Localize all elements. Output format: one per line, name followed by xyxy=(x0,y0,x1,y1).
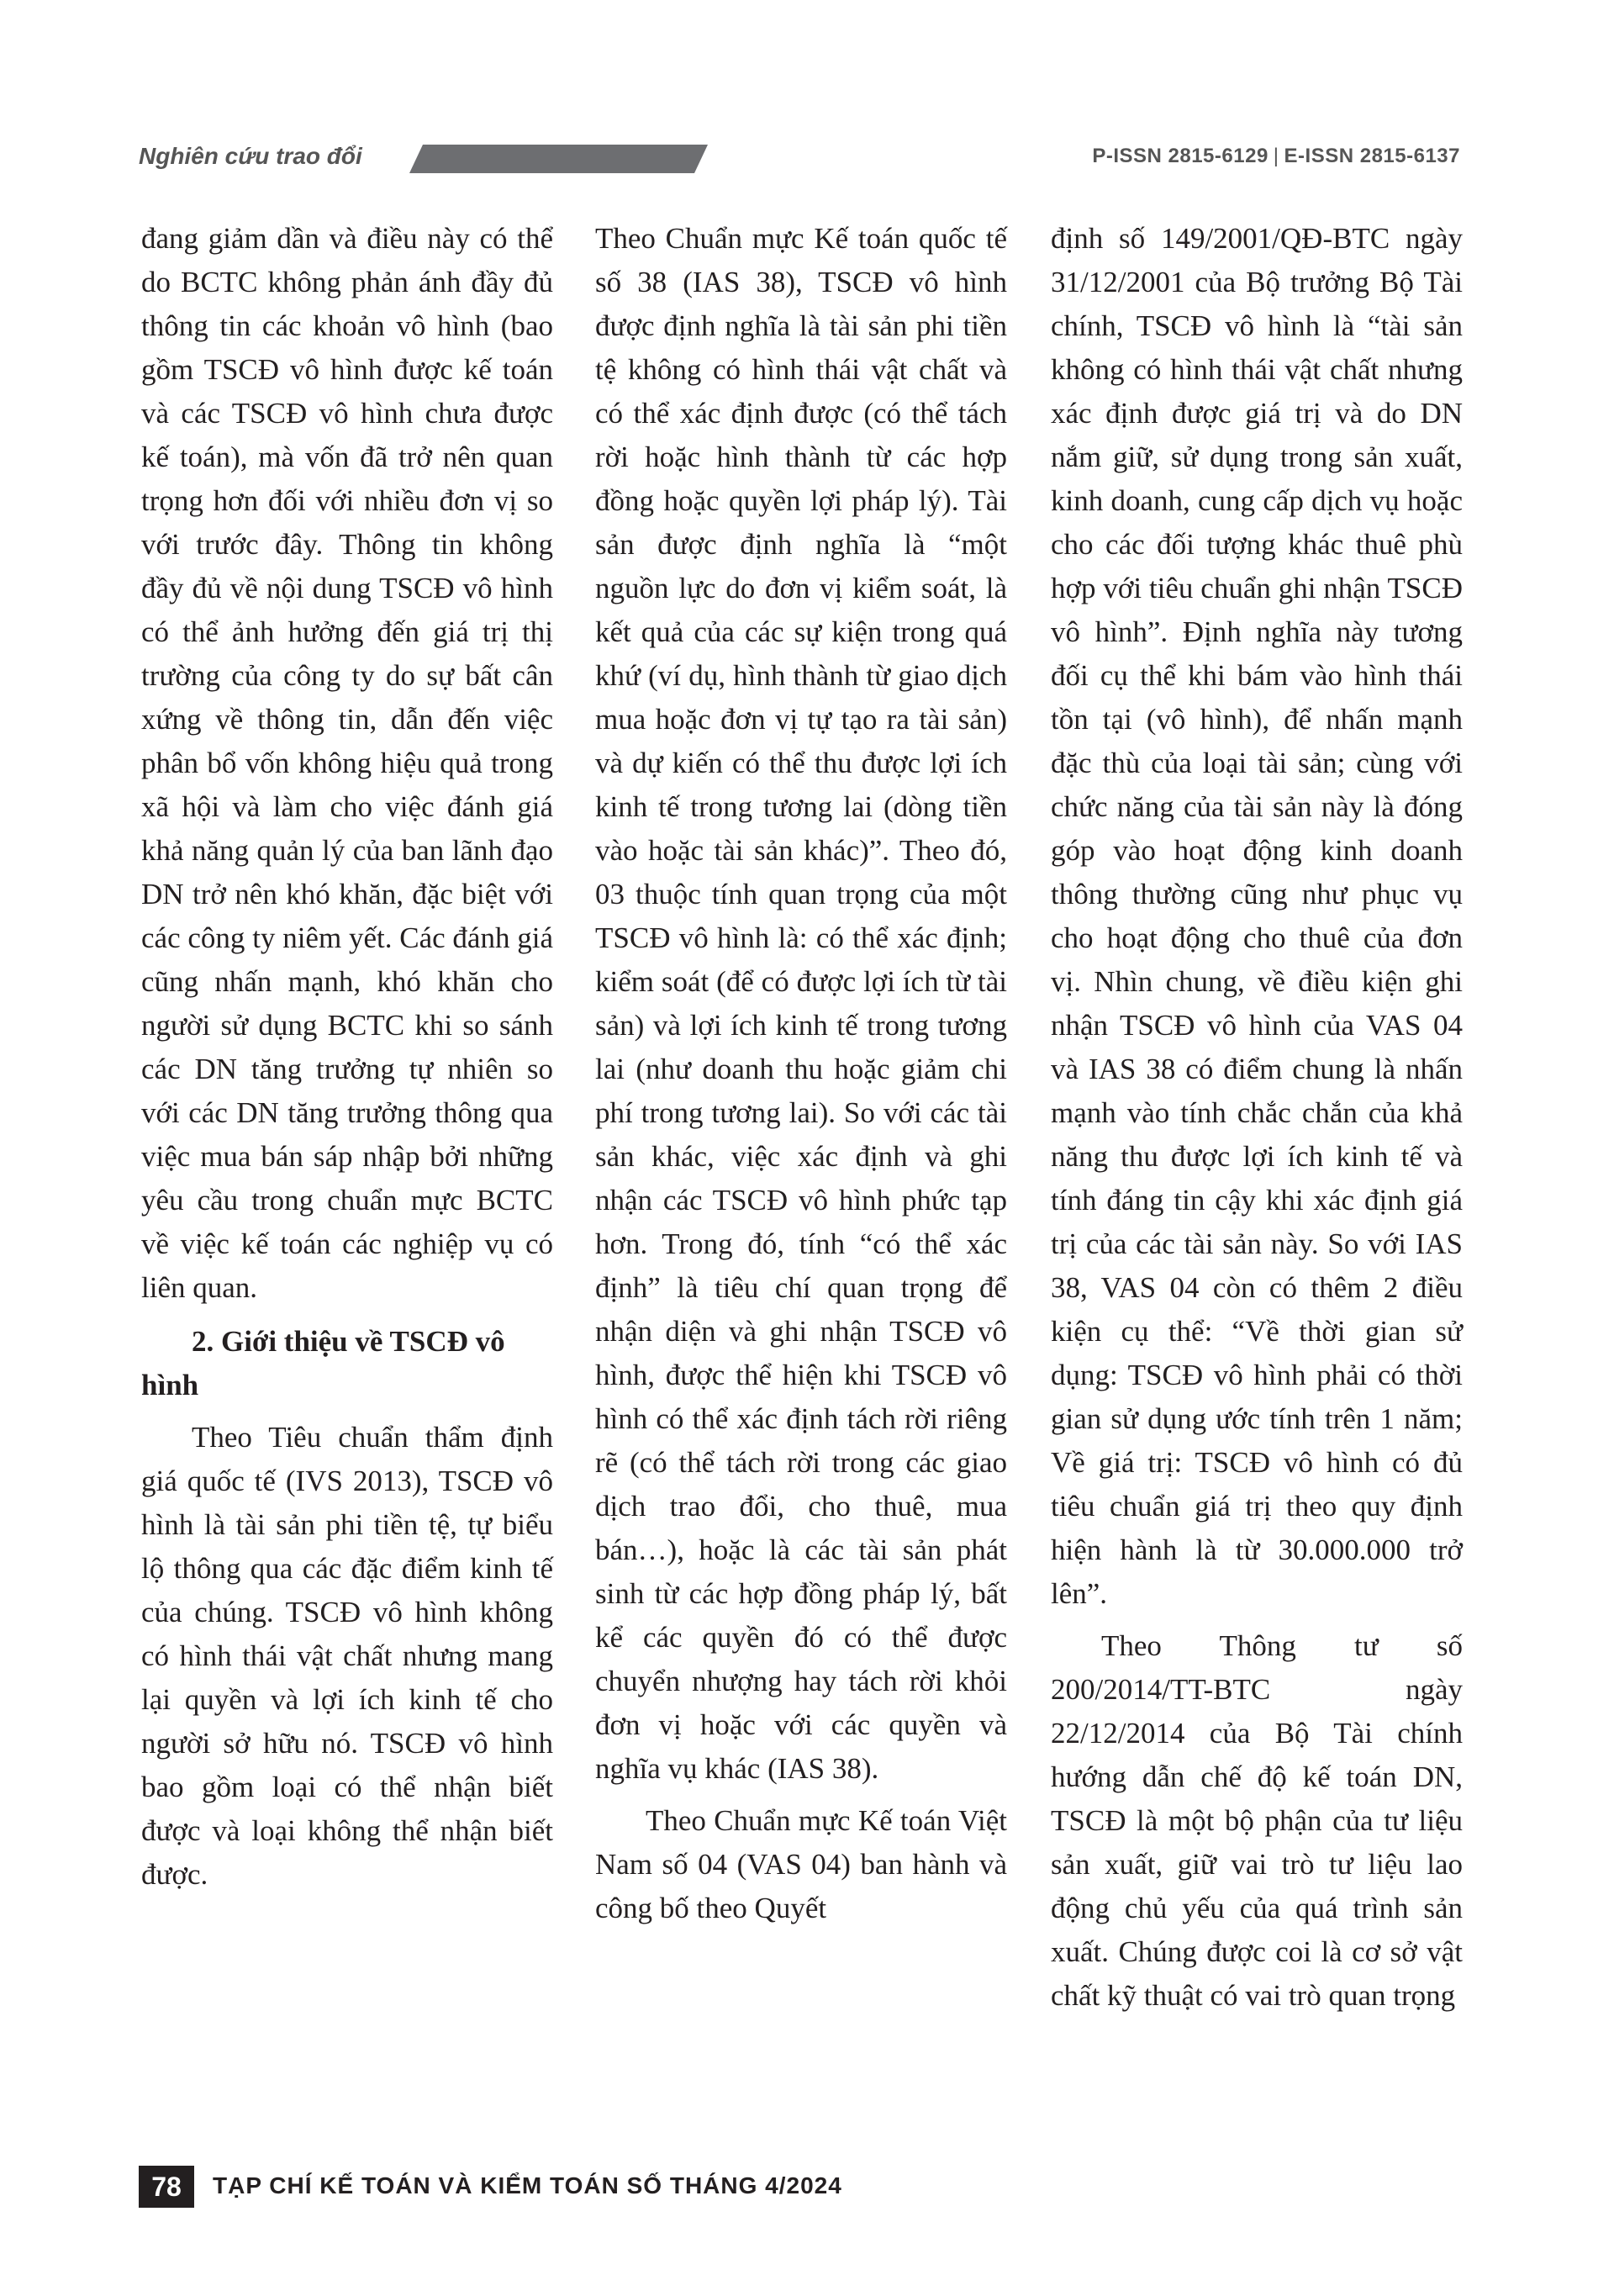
section-heading: 2. Giới thiệu về TSCĐ vô hình xyxy=(141,1325,505,1401)
paragraph: định số 149/2001/QĐ-BTC ngày 31/12/2001 của Bộ trưởng Bộ Tài chính, TSCĐ vô hình là “tài sản không có hình thái vật chất nhưng xác định được giá trị và do DN nắm giữ, sử dụng trong sản xuất, kinh doanh, cung cấp dịch vụ hoặc cho các đối tượng khác thuê phù hợp với tiêu chuẩn ghi nhận TSCĐ vô hình”. Định nghĩa này tương đối cụ thể khi bám vào hình thái tồn tại (vô hình), để nhấn mạnh đặc thù của loại tài sản; cùng với chức năng của tài sản này là đóng góp vào hoạt động kinh doanh thông thường cũng như phục vụ cho hoạt động cho thuê của đơn vị. Nhìn chung, về điều kiện ghi nhận TSCĐ vô hình của VAS 04 và IAS 38 có điểm chung là nhấn mạnh vào tính chắc chắn của khả năng thu được lợi ích kinh tế và tính đáng tin cậy khi xác định giá trị của các tài sản này. So với IAS 38, VAS 04 còn có thêm 2 điều kiện cụ thể: “Về thời gian sử dụng: TSCĐ vô hình phải có thời gian sử dụng ước tính trên 1 năm; Về giá trị: TSCĐ vô hình có đủ tiêu chuẩn giá trị theo quy định hiện hành là từ 30.000.000 trở lên”. xyxy=(1051,222,1463,1610)
paragraph: Theo Tiêu chuẩn thẩm định giá quốc tế (IVS 2013), TSCĐ vô hình là tài sản phi tiền tệ, tự biểu lộ thông qua các đặc điểm kinh tế của chúng. TSCĐ vô hình không có hình thái vật chất nhưng mang lại quyền và lợi ích kinh tế cho người sở hữu nó. TSCĐ vô hình bao gồm loại có thể nhận biết được và loại không thể nhận biết được. xyxy=(141,1421,553,1891)
page-header xyxy=(139,140,1460,178)
column-3 xyxy=(1051,217,1463,2018)
issn-separator: | xyxy=(1273,145,1279,167)
section-title: Nghiên cứu trao đổi xyxy=(139,143,362,169)
paragraph: Theo Chuẩn mực Kế toán quốc tế số 38 (IAS 38), TSCĐ vô hình được định nghĩa là tài sản phi tiền tệ không có hình thái vật chất và có thể xác định được (có thể tách rời hoặc hình thành từ các hợp đồng hoặc quyền lợi pháp lý). Tài sản được định nghĩa là “một nguồn lực do đơn vị kiểm soát, là kết quả của các sự kiện trong quá khứ (ví dụ, hình thành từ giao dịch mua hoặc đơn vị tự tạo ra tài sản) và dự kiến có thể thu được lợi ích kinh tế trong tương lai (dòng tiền vào hoặc tài sản khác)”. Theo đó, 03 thuộc tính quan trọng của một TSCĐ vô hình là: có thể xác định; kiểm soát (để có được lợi ích từ tài sản) và lợi ích kinh tế trong tương lai (như doanh thu hoặc giảm chi phí trong tương lai). So với các tài sản khác, việc xác định và ghi nhận các TSCĐ vô hình phức tạp hơn. Trong đó, tính “có thể xác định” là tiêu chí quan trọng để nhận diện và ghi nhận TSCĐ vô hình, được thể hiện khi TSCĐ vô hình có thể xác định tách rời riêng rẽ (có thể tách rời trong các giao dịch trao đổi, cho thuê, mua bán…), hoặc là các tài sản phát sinh từ các hợp đồng pháp lý, bất kể các quyền đó có thể được chuyển nhượng hay tách rời khỏi đơn vị hoặc với các quyền và nghĩa vụ khác (IAS 38). xyxy=(595,222,1007,1785)
paragraph: đang giảm dần và điều này có thể do BCTC không phản ánh đầy đủ thông tin các khoản vô hình (bao gồm TSCĐ vô hình được kế toán và các TSCĐ vô hình chưa được kế toán), mà vốn đã trở nên quan trọng hơn đối với nhiều đơn vị so với trước đây. Thông tin không đầy đủ về nội dung TSCĐ vô hình có thể ảnh hưởng đến giá trị thị trường của công ty do sự bất cân xứng về thông tin, dẫn đến việc phân bổ vốn không hiệu quả trong xã hội và làm cho việc đánh giá khả năng quản lý của ban lãnh đạo DN trở nên khó khăn, đặc biệt với các công ty niêm yết. Các đánh giá cũng nhấn mạnh, khó khăn cho người sử dụng BCTC khi so sánh các DN tăng trưởng tự nhiên so với các DN tăng trưởng thông qua việc mua bán sáp nhập bởi những yêu cầu trong chuẩn mực BCTC về việc kế toán các nghiệp vụ có liên quan. xyxy=(141,222,553,1304)
page-number: 78 xyxy=(139,2166,194,2208)
issn-electronic: E-ISSN 2815-6137 xyxy=(1284,145,1460,167)
paragraph: Theo Thông tư số 200/2014/TT-BTC ngày 22/12/2014 của Bộ Tài chính hướng dẫn chế độ kế toán DN, TSCĐ là một bộ phận của tư liệu sản xuất, giữ vai trò tư liệu lao động chủ yếu của quá trình sản xuất. Chúng được coi là cơ sở vật chất kỹ thuật có vai trò quan trọng xyxy=(1051,1629,1463,2012)
column-2 xyxy=(595,217,1007,1930)
journal-title: TẠP CHÍ KẾ TOÁN VÀ KIỂM TOÁN SỐ THÁNG 4/2024 xyxy=(213,2172,842,2198)
header-decorative-bar xyxy=(409,145,708,173)
page-footer xyxy=(139,2166,979,2208)
issn xyxy=(1092,145,1460,168)
column-1 xyxy=(141,217,553,1897)
issn-print: P-ISSN 2815-6129 xyxy=(1092,145,1269,167)
paragraph: Theo Chuẩn mực Kế toán Việt Nam số 04 (VAS 04) ban hành và công bố theo Quyết xyxy=(595,1804,1007,1924)
